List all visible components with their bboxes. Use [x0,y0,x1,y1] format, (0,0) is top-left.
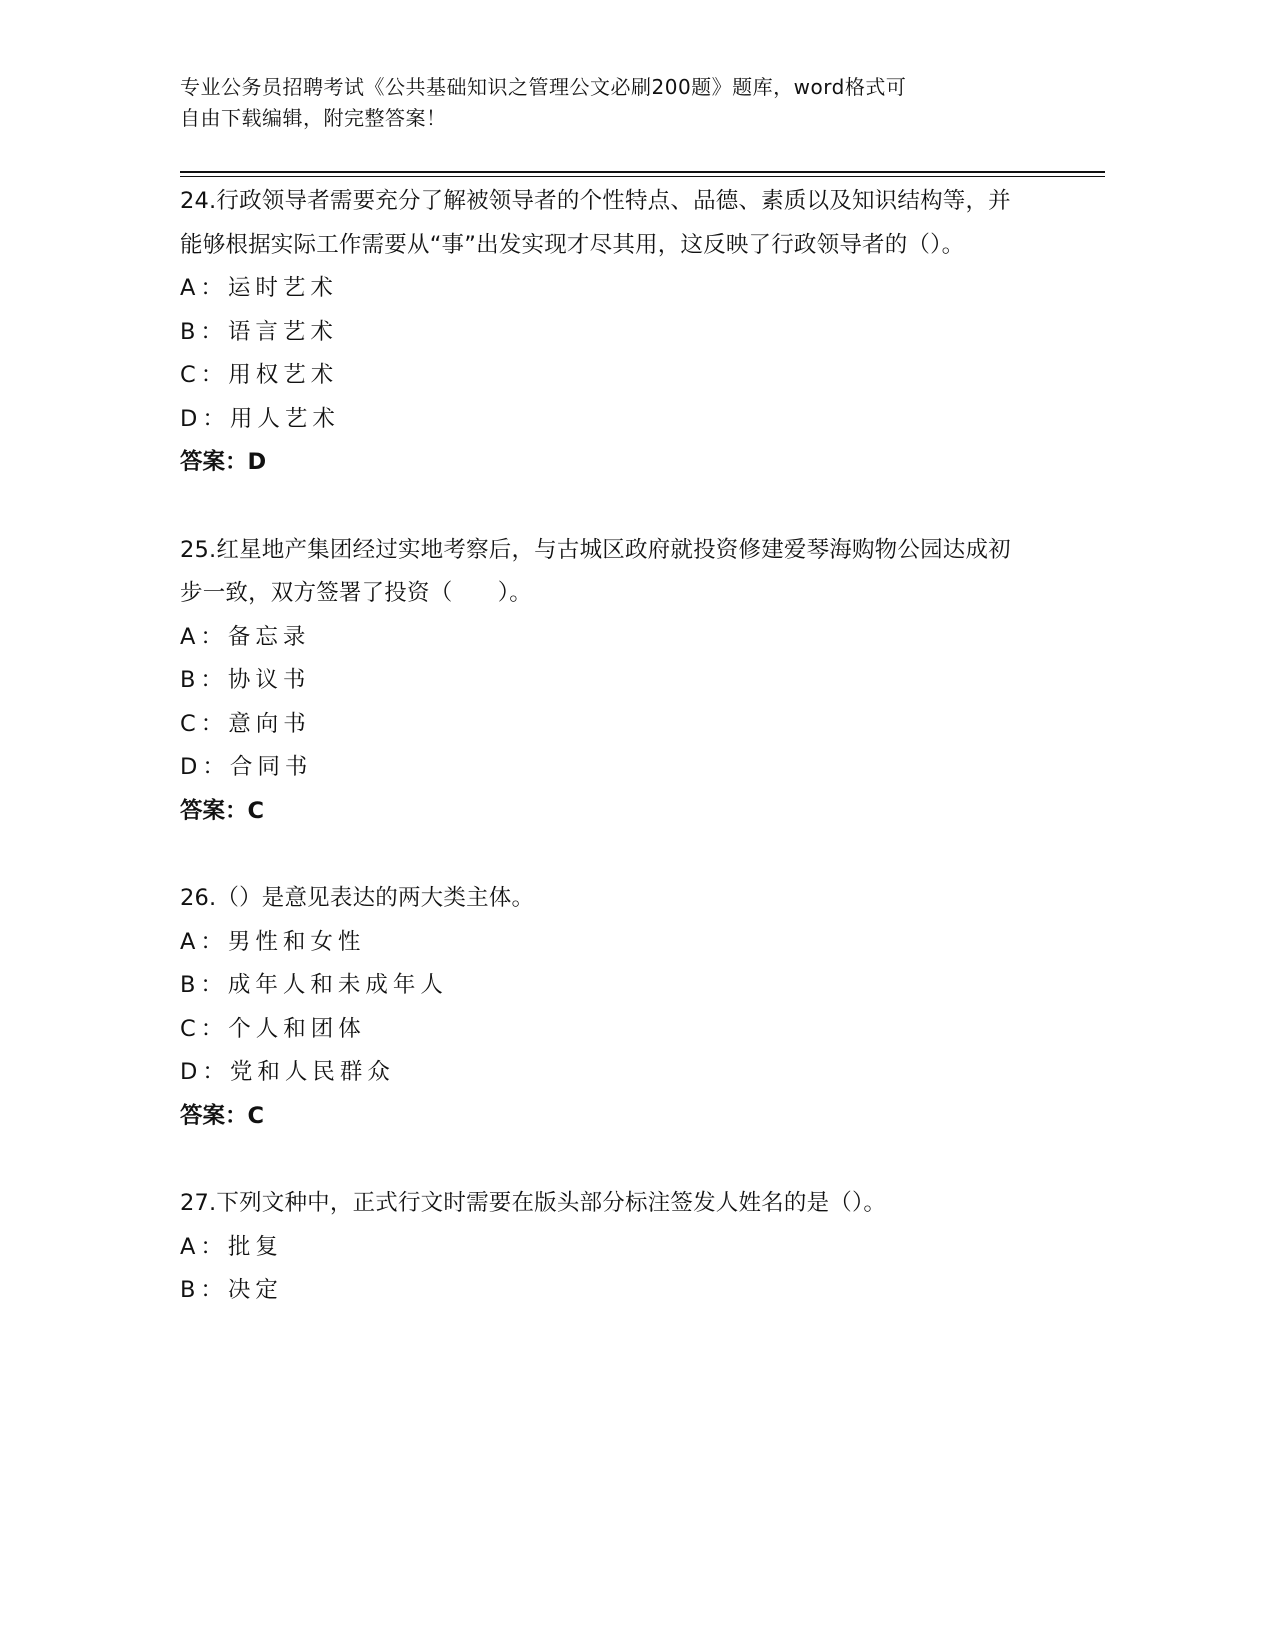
option-d: D：用人艺术 [180,405,340,432]
option-d: D：党和人民群众 [180,1059,395,1085]
option-d: D：合同书 [180,754,313,780]
header-divider [180,171,1105,177]
header-line-1: 专业公务员招聘考试《公共基础知识之管理公文必刷200题》题库，word格式可 [180,75,907,99]
option-c: C：个人和团体 [180,1015,366,1042]
question-list [180,180,1030,1357]
option-b: B：协议书 [180,667,311,693]
question-text: 26.（）是意见表达的两大类主体。 [180,885,535,911]
question-text: 27.下列文种中，正式行文时需要在版头部分标注签发人姓名的是（）。 [180,1190,887,1216]
question-text: 24.行政领导者需要充分了解被领导者的个性特点、品德、素质以及知识结构等，并能够根据实际工作需要从“事”出发实现才尽其用，这反映了行政领导者的（）。 [180,188,1011,258]
answer: 答案：C [180,797,265,824]
question-26 [180,877,1030,1138]
option-b: B：决定 [180,1277,283,1303]
question-25 [180,529,1030,834]
option-a: A：男性和女性 [180,928,366,955]
option-a: A：备忘录 [180,623,311,650]
answer: 答案：C [180,1102,265,1129]
option-b: B：成年人和未成年人 [180,972,448,998]
question-text: 25.红星地产集团经过实地考察后，与古城区政府就投资修建爱琴海购物公园达成初步一致，双方签署了投资（ ）。 [180,536,1011,606]
option-a: A：批复 [180,1233,283,1260]
option-c: C：用权艺术 [180,362,339,388]
header-line-2: 自由下载编辑，附完整答案！ [180,106,447,130]
question-24 [180,180,1030,485]
answer: 答案：D [180,449,267,475]
option-a: A：运时艺术 [180,275,338,301]
question-27 [180,1182,1030,1313]
option-c: C：意向书 [180,710,311,737]
option-b: B：语言艺术 [180,318,338,345]
document-header [180,72,1040,134]
